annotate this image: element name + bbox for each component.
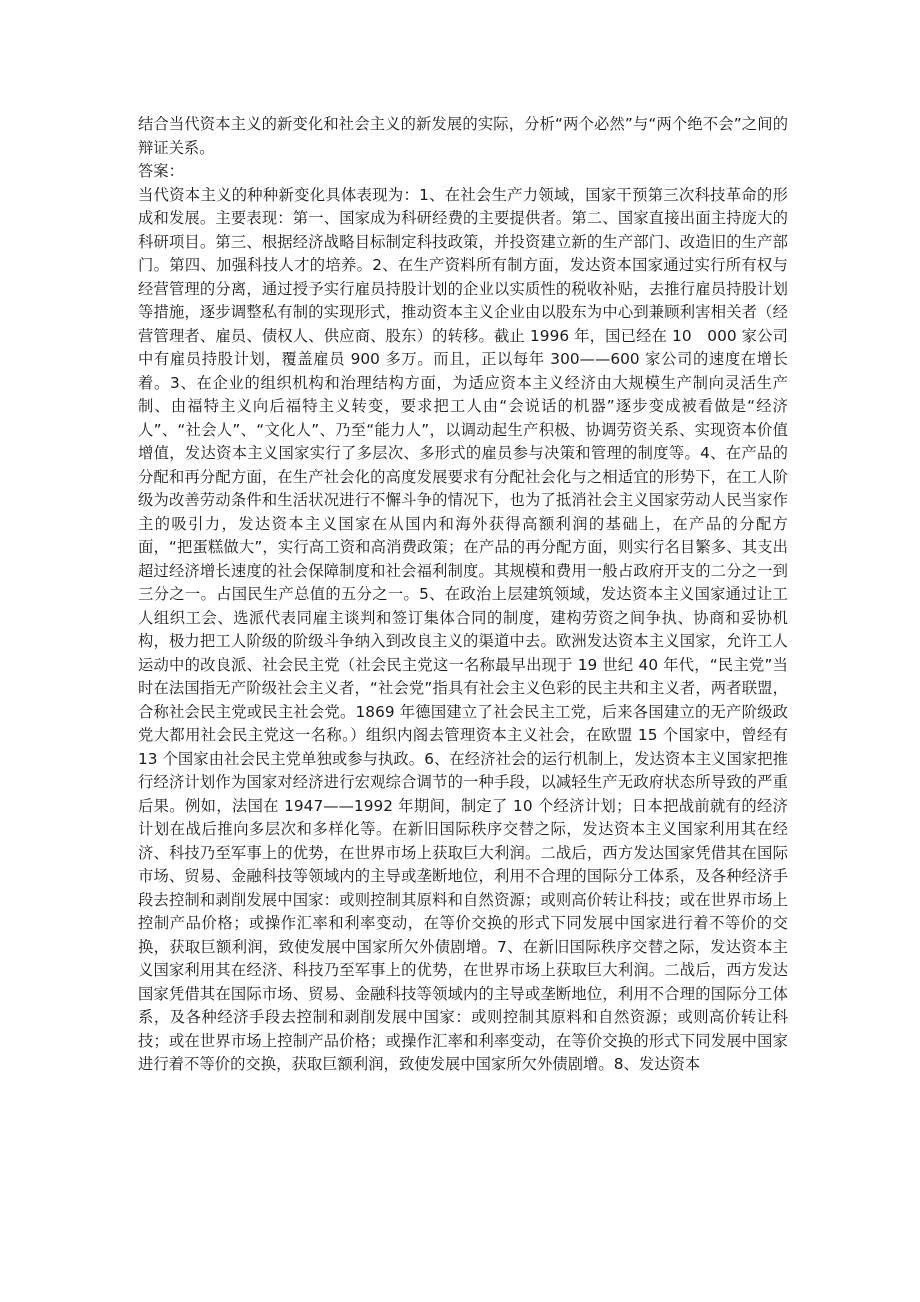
document-content	[138, 113, 788, 1077]
question-text: 结合当代资本主义的新变化和社会主义的新发展的实际，分析“两个必然”与“两个绝不会”之间的辩证关系。	[138, 115, 788, 157]
answer-body-text: 当代资本主义的种种新变化具体表现为：1、在社会生产力领域，国家干预第三次科技革命的形成和发展。主要表现：第一、国家成为科研经费的主要提供者。第二、国家直接出面主持庞大的科研项目。第三、根据经济战略目标制定科技政策，并投资建立新的生产部门、改造旧的生产部门。第四、加强科技人才的培养。2、在生产资料所有制方面，发达资本国家通过实行所有权与经营管理的分离，通过授予实行雇员持股计划的企业以实质性的税收补贴，去推行雇员持股计划等措施，逐步调整私有制的实现形式，推动资本主义企业由以股东为中心到兼顾利害相关者（经营管理者、雇员、债权人、供应商、股东）的转移。截止 1996 年，国已经在 10 000 家公司中有雇员持股计划，覆盖雇员 900 多万。而且，正以每年 300——600 家公司的速度在增长着。3、在企业的组织机构和治理结构方面，为适应资本主义经济由大规模生产制向灵活生产制、由福特主义向后福特主义转变，要求把工人由“会说话的机器”逐步变成被看做是“经济人”、“社会人”、“文化人”、乃至“能力人”，以调动起生产积极、协调劳资关系、实现资本价值增值，发达资本主义国家实行了多层次、多形式的雇员参与决策和管理的制度等。4、在产品的分配和再分配方面，在生产社会化的高度发展要求有分配社会化与之相适宜的形势下，在工人阶级为改善劳动条件和生活状况进行不懈斗争的情况下，也为了抵消社会主义国家劳动人民当家作主的吸引力，发达资本主义国家在从国内和海外获得高额利润的基础上，在产品的分配方面，“把蛋糕做大”，实行高工资和高消费政策；在产品的再分配方面，则实行名目繁多、其支出超过经济增长速度的社会保障制度和社会福利制度。其规模和费用一般占政府开支的二分之一到三分之一。占国民生产总值的五分之一。5、在政治上层建筑领域，发达资本主义国家通过让工人组织工会、选派代表同雇主谈判和签订集体合同的制度，建构劳资之间争执、协商和妥协机构，极力把工人阶级的阶级斗争纳入到改良主义的渠道中去。欧洲发达资本主义国家，允许工人运动中的改良派、社会民主党（社会民主党这一名称最早出现于 19 世纪 40 年代，“民主党”当时在法国指无产阶级社会主义者，“社会党”指具有社会主义色彩的民主共和主义者，两者联盟，合称社会民主党或民主社会党。1869 年德国建立了社会民主工党，后来各国建立的无产阶级政党大都用社会民主党这一名称。）组织内阁去管理资本主义社会，在欧盟 15 个国家中，曾经有 13 个国家由社会民主党单独或参与执政。6、在经济社会的运行机制上，发达资本主义国家把推行经济计划作为国家对经济进行宏观综合调节的一种手段，以减轻生产无政府状态所导致的严重后果。例如，法国在 1947——1992 年期间，制定了 10 个经济计划；日本把战前就有的经济计划在战后推向多层次和多样化等。在新旧国际秩序交替之际，发达资本主义国家利用其在经济、科技乃至军事上的优势，在世界市场上获取巨大利润。二战后，西方发达国家凭借其在国际市场、贸易、金融科技等领域内的主导或垄断地位，利用不合理的国际分工体系，及各种经济手段去控制和剥削发展中国家：或则控制其原料和自然资源；或则高价转让科技；或在世界市场上控制产品价格；或操作汇率和利率变动，在等价交换的形式下同发展中国家进行着不等价的交换，获取巨额利润，致使发展中国家所欠外债剧增。7、在新旧国际秩序交替之际，发达资本主义国家利用其在经济、科技乃至军事上的优势，在世界市场上获取巨大利润。二战后，西方发达国家凭借其在国际市场、贸易、金融科技等领域内的主导或垄断地位，利用不合理的国际分工体系，及各种经济手段去控制和剥削发展中国家：或则控制其原料和自然资源；或则高价转让科技；或在世界市场上控制产品价格；或操作汇率和利率变动，在等价交换的形式下同发展中国家进行着不等价的交换，获取巨额利润，致使发展中国家所欠外债剧增。8、发达资本	[138, 185, 788, 1073]
answer-label: 答案：	[138, 162, 184, 180]
